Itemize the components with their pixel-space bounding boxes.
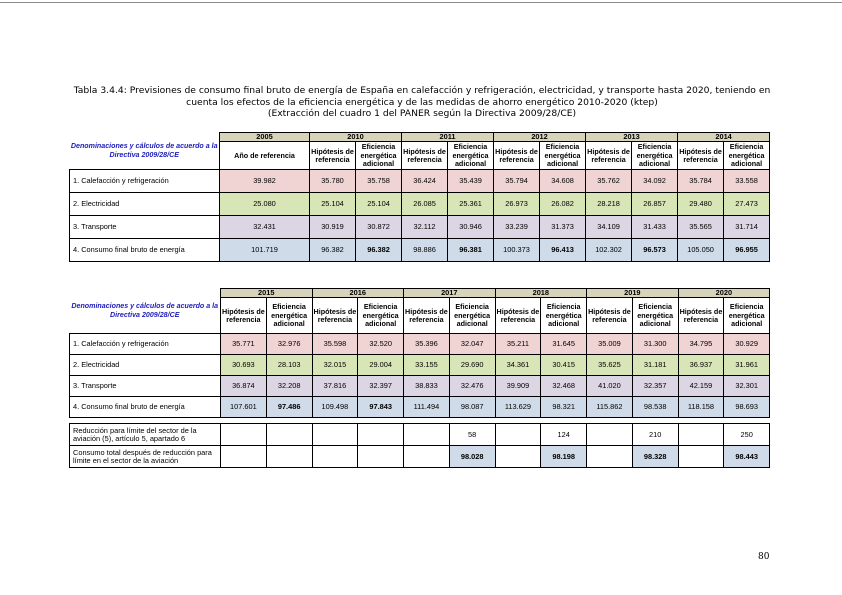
cell: 26.085 [402, 193, 448, 216]
col-header-eficiencia: Eficiencia energética adicional [448, 142, 494, 170]
cell: 115.862 [587, 397, 633, 418]
cell: 31.181 [632, 355, 678, 376]
cell: 105.050 [678, 239, 724, 262]
cell: 31.961 [724, 355, 770, 376]
col-header-eficiencia: Eficiencia energética adicional [449, 298, 495, 334]
cell: 98.321 [541, 397, 587, 418]
cell: 98.693 [724, 397, 770, 418]
cell: 32.397 [358, 376, 404, 397]
cell: 42.159 [678, 376, 724, 397]
row-label: 2. Electricidad [70, 193, 220, 216]
row-label: 2. Electricidad [70, 355, 221, 376]
cell: 101.719 [220, 239, 310, 262]
cell: 30.919 [310, 216, 356, 239]
cell: 41.020 [587, 376, 633, 397]
cell: 96.413 [540, 239, 586, 262]
col-header-eficiencia: Eficiencia energética adicional [358, 298, 404, 334]
cell: 100.373 [494, 239, 540, 262]
cell: 38.833 [404, 376, 450, 397]
cell: 35.439 [448, 170, 494, 193]
cell: 30.693 [221, 355, 267, 376]
cell: 32.208 [266, 376, 312, 397]
col-header-eficiencia: Eficiencia energética adicional [266, 298, 312, 334]
cell [678, 446, 724, 468]
col-header-eficiencia: Eficiencia energética adicional [540, 142, 586, 170]
cell: 124 [541, 424, 587, 446]
base-year-header: Año de referencia [220, 142, 310, 170]
cell: 35.784 [678, 170, 724, 193]
cell [358, 446, 404, 468]
cell: 35.771 [221, 334, 267, 355]
row-label: 1. Calefacción y refrigeración [70, 170, 220, 193]
cell: 36.874 [221, 376, 267, 397]
cell: 25.080 [220, 193, 310, 216]
cell: 32.468 [541, 376, 587, 397]
table-caption [64, 85, 780, 120]
cell: 98.328 [632, 446, 678, 468]
year-header: 2018 [495, 289, 587, 298]
cell [358, 424, 404, 446]
table-row [70, 376, 770, 397]
cell: 107.601 [221, 397, 267, 418]
page-number: 80 [758, 552, 770, 562]
cell: 32.047 [449, 334, 495, 355]
cell: 34.608 [540, 170, 586, 193]
cell [587, 446, 633, 468]
cell: 26.857 [632, 193, 678, 216]
table-2005-2014 [69, 132, 770, 262]
row-label: 3. Transporte [70, 216, 220, 239]
cell [221, 446, 267, 468]
cell: 98.028 [449, 446, 495, 468]
col-header-eficiencia: Eficiencia energética adicional [356, 142, 402, 170]
cell: 31.373 [540, 216, 586, 239]
cell: 35.211 [495, 334, 541, 355]
cell: 36.937 [678, 355, 724, 376]
denominaciones-label: Denominaciones y cálculos de acuerdo a la Directiva 2009/28/CE [70, 142, 218, 159]
table-row [70, 355, 770, 376]
cell: 25.361 [448, 193, 494, 216]
col-header-hipotesis: Hipótesis de referencia [495, 298, 541, 334]
caption-line-3: (Extracción del cuadro 1 del PANER según la Directiva 2009/28/CE) [267, 108, 577, 119]
cell: 32.476 [449, 376, 495, 397]
year-header: 2016 [312, 289, 404, 298]
table-row [70, 170, 770, 193]
cell: 98.198 [541, 446, 587, 468]
cell: 96.382 [310, 239, 356, 262]
cell: 32.976 [266, 334, 312, 355]
page-top-rule [0, 2, 842, 3]
cell: 25.104 [356, 193, 402, 216]
table-row [70, 424, 770, 446]
cell: 28.103 [266, 355, 312, 376]
col-header-hipotesis: Hipótesis de referencia [494, 142, 540, 170]
cell: 210 [632, 424, 678, 446]
cell [266, 446, 312, 468]
col-header-eficiencia: Eficiencia energética adicional [632, 298, 678, 334]
cell: 30.415 [541, 355, 587, 376]
cell: 32.520 [358, 334, 404, 355]
cell: 32.015 [312, 355, 358, 376]
cell: 29.004 [358, 355, 404, 376]
year-header: 2015 [221, 289, 313, 298]
table-row [70, 334, 770, 355]
cell: 35.794 [494, 170, 540, 193]
cell: 111.494 [404, 397, 450, 418]
cell: 31.645 [541, 334, 587, 355]
cell: 98.538 [632, 397, 678, 418]
cell [404, 446, 450, 468]
col-header-hipotesis: Hipótesis de referencia [310, 142, 356, 170]
cell: 30.946 [448, 216, 494, 239]
caption-line-1: Tabla 3.4.4: Previsiones de consumo final bruto de energía de España en calefacción y refrigeración, electricidad, y transporte hasta 2020, teniendo en [73, 85, 771, 96]
cell: 35.565 [678, 216, 724, 239]
cell [678, 424, 724, 446]
cell: 27.473 [724, 193, 770, 216]
cell: 102.302 [586, 239, 632, 262]
cell: 35.758 [356, 170, 402, 193]
year-header: 2011 [402, 133, 494, 142]
row-label: 4. Consumo final bruto de energía [70, 239, 220, 262]
cell: 96.955 [724, 239, 770, 262]
cell: 26.973 [494, 193, 540, 216]
denominaciones-label: Denominaciones y cálculos de acuerdo a la Directiva 2009/28/CE [71, 302, 219, 319]
cell [495, 424, 541, 446]
col-header-hipotesis: Hipótesis de referencia [221, 298, 267, 334]
cell: 58 [449, 424, 495, 446]
cell: 26.082 [540, 193, 586, 216]
row-label: Consumo total después de reducción para límite en el sector de la aviación [70, 446, 221, 468]
col-header-eficiencia: Eficiencia energética adicional [724, 142, 770, 170]
year-header: 2010 [310, 133, 402, 142]
cell: 33.155 [404, 355, 450, 376]
cell: 39.982 [220, 170, 310, 193]
cell [221, 424, 267, 446]
cell: 34.361 [495, 355, 541, 376]
year-header: 2017 [404, 289, 496, 298]
cell: 98.087 [449, 397, 495, 418]
col-header-hipotesis: Hipótesis de referencia [404, 298, 450, 334]
cell: 28.218 [586, 193, 632, 216]
year-header: 2013 [586, 133, 678, 142]
cell: 35.780 [310, 170, 356, 193]
cell: 96.573 [632, 239, 678, 262]
cell: 113.629 [495, 397, 541, 418]
cell: 98.886 [402, 239, 448, 262]
col-header-hipotesis: Hipótesis de referencia [587, 298, 633, 334]
year-header: 2005 [220, 133, 310, 142]
cell: 37.816 [312, 376, 358, 397]
table-row [70, 193, 770, 216]
cell: 35.625 [587, 355, 633, 376]
table-row [70, 239, 770, 262]
cell: 36.424 [402, 170, 448, 193]
cell: 250 [724, 424, 770, 446]
cell: 96.381 [448, 239, 494, 262]
caption-line-2: cuenta los efectos de la eficiencia energética y de las medidas de ahorro energético 2010-2020 (ktep) [186, 96, 658, 108]
cell: 35.598 [312, 334, 358, 355]
cell: 34.795 [678, 334, 724, 355]
year-header: 2020 [678, 289, 770, 298]
cell: 31.300 [632, 334, 678, 355]
cell [404, 424, 450, 446]
cell [266, 424, 312, 446]
col-header-eficiencia: Eficiencia energética adicional [724, 298, 770, 334]
cell: 31.433 [632, 216, 678, 239]
cell: 35.009 [587, 334, 633, 355]
col-header-eficiencia: Eficiencia energética adicional [541, 298, 587, 334]
row-label: Reducción para límite del sector de la aviación (5), artículo 5, apartado 6 [70, 424, 221, 446]
col-header-hipotesis: Hipótesis de referencia [312, 298, 358, 334]
cell: 35.396 [404, 334, 450, 355]
table-row [70, 216, 770, 239]
cell: 97.843 [358, 397, 404, 418]
cell: 30.929 [724, 334, 770, 355]
cell: 33.239 [494, 216, 540, 239]
cell: 33.558 [724, 170, 770, 193]
table-2015-2020 [69, 288, 770, 468]
col-header-hipotesis: Hipótesis de referencia [678, 298, 724, 334]
cell: 29.690 [449, 355, 495, 376]
cell [312, 446, 358, 468]
row-label: 3. Transporte [70, 376, 221, 397]
year-header: 2019 [587, 289, 679, 298]
col-header-hipotesis: Hipótesis de referencia [586, 142, 632, 170]
year-header: 2014 [678, 133, 770, 142]
cell: 118.158 [678, 397, 724, 418]
cell: 39.909 [495, 376, 541, 397]
cell: 29.480 [678, 193, 724, 216]
col-header-hipotesis: Hipótesis de referencia [678, 142, 724, 170]
cell: 32.357 [632, 376, 678, 397]
cell: 32.301 [724, 376, 770, 397]
cell: 109.498 [312, 397, 358, 418]
cell [312, 424, 358, 446]
cell: 96.382 [356, 239, 402, 262]
col-header-hipotesis: Hipótesis de referencia [402, 142, 448, 170]
cell: 32.431 [220, 216, 310, 239]
table-row [70, 446, 770, 468]
cell: 35.762 [586, 170, 632, 193]
cell: 30.872 [356, 216, 402, 239]
table-row [70, 397, 770, 418]
row-label: 4. Consumo final bruto de energía [70, 397, 221, 418]
cell: 31.714 [724, 216, 770, 239]
cell: 32.112 [402, 216, 448, 239]
cell: 25.104 [310, 193, 356, 216]
cell: 34.109 [586, 216, 632, 239]
year-header: 2012 [494, 133, 586, 142]
col-header-eficiencia: Eficiencia energética adicional [632, 142, 678, 170]
cell [587, 424, 633, 446]
cell: 98.443 [724, 446, 770, 468]
row-label: 1. Calefacción y refrigeración [70, 334, 221, 355]
cell: 34.092 [632, 170, 678, 193]
cell: 97.486 [266, 397, 312, 418]
cell [495, 446, 541, 468]
